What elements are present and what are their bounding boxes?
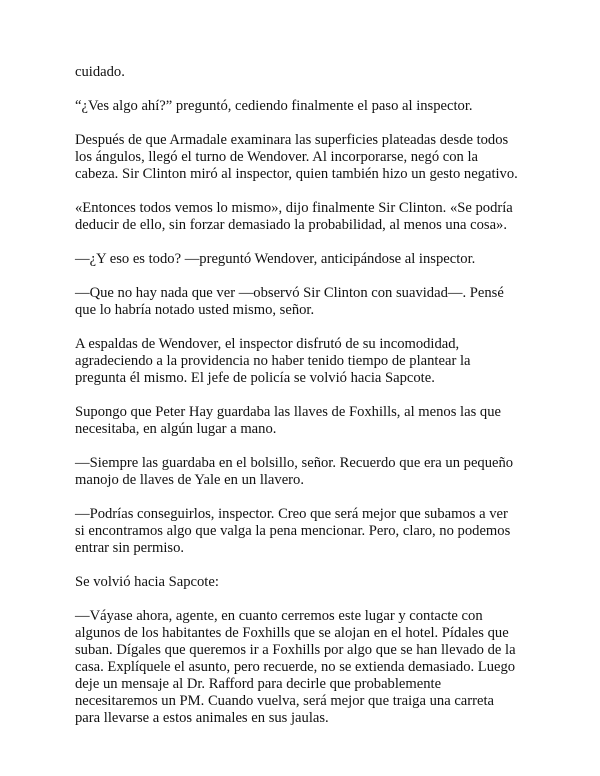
text-line: entrar sin permiso. (75, 540, 185, 556)
text-line: —Que no hay nada que ver —observó Sir Clinton con suavidad—. Pensé (75, 285, 504, 301)
text-line: “¿Ves algo ahí?” preguntó, cediendo finalmente el paso al inspector. (75, 98, 473, 114)
text-line: si encontramos algo que valga la pena mencionar. Pero, claro, no podemos (75, 523, 511, 539)
paragraph-9 (75, 455, 535, 489)
paragraph-5 (75, 251, 535, 268)
paragraph-11 (75, 574, 535, 591)
text-line: necesitaba, en algún lugar a mano. (75, 421, 277, 437)
paragraph-7 (75, 336, 535, 387)
text-line: que lo habría notado usted mismo, señor. (75, 302, 315, 318)
document-page (75, 64, 535, 744)
text-line: —Váyase ahora, agente, en cuanto cerremos este lugar y contacte con (75, 608, 483, 624)
text-line: cuidado. (75, 64, 125, 80)
text-line: agradeciendo a la providencia no haber tenido tiempo de plantear la (75, 353, 471, 369)
text-line: Después de que Armadale examinara las superficies plateadas desde todos (75, 132, 509, 148)
text-line: necesitaremos un PM. Cuando vuelva, será mejor que traiga una carreta (75, 693, 495, 709)
paragraph-3 (75, 132, 535, 183)
text-line: suban. Dígales que queremos ir a Foxhills por algo que se han llevado de la (75, 642, 516, 658)
paragraph-1 (75, 64, 535, 81)
paragraph-12 (75, 608, 535, 727)
paragraph-2 (75, 98, 535, 115)
text-line: casa. Explíquele el asunto, pero recuerde, no se extienda demasiado. Luego (75, 659, 516, 675)
text-line: deje un mensaje al Dr. Rafford para decirle que probablemente (75, 676, 442, 692)
paragraph-8 (75, 404, 535, 438)
text-line: manojo de llaves de Yale en un llavero. (75, 472, 304, 488)
text-line: Supongo que Peter Hay guardaba las llaves de Foxhills, al menos las que (75, 404, 501, 420)
text-line: A espaldas de Wendover, el inspector disfrutó de su incomodidad, (75, 336, 460, 352)
paragraph-6 (75, 285, 535, 319)
text-line: —Podrías conseguirlos, inspector. Creo que será mejor que subamos a ver (75, 506, 508, 522)
paragraph-4 (75, 200, 535, 234)
text-line: Se volvió hacia Sapcote: (75, 574, 219, 590)
text-line: algunos de los habitantes de Foxhills que se alojan en el hotel. Pídales que (75, 625, 509, 641)
text-line: los ángulos, llegó el turno de Wendover. Al incorporarse, negó con la (75, 149, 479, 165)
text-line: cabeza. Sir Clinton miró al inspector, quien también hizo un gesto negativo. (75, 166, 518, 182)
text-line: —¿Y eso es todo? —preguntó Wendover, anticipándose al inspector. (75, 251, 476, 267)
text-line: pregunta él mismo. El jefe de policía se volvió hacia Sapcote. (75, 370, 435, 386)
paragraph-10 (75, 506, 535, 557)
text-line: para llevarse a estos animales en sus jaulas. (75, 710, 329, 726)
text-line: —Siempre las guardaba en el bolsillo, señor. Recuerdo que era un pequeño (75, 455, 514, 471)
text-line: «Entonces todos vemos lo mismo», dijo finalmente Sir Clinton. «Se podría (75, 200, 513, 216)
text-line: deducir de ello, sin forzar demasiado la probabilidad, al menos una cosa». (75, 217, 507, 233)
